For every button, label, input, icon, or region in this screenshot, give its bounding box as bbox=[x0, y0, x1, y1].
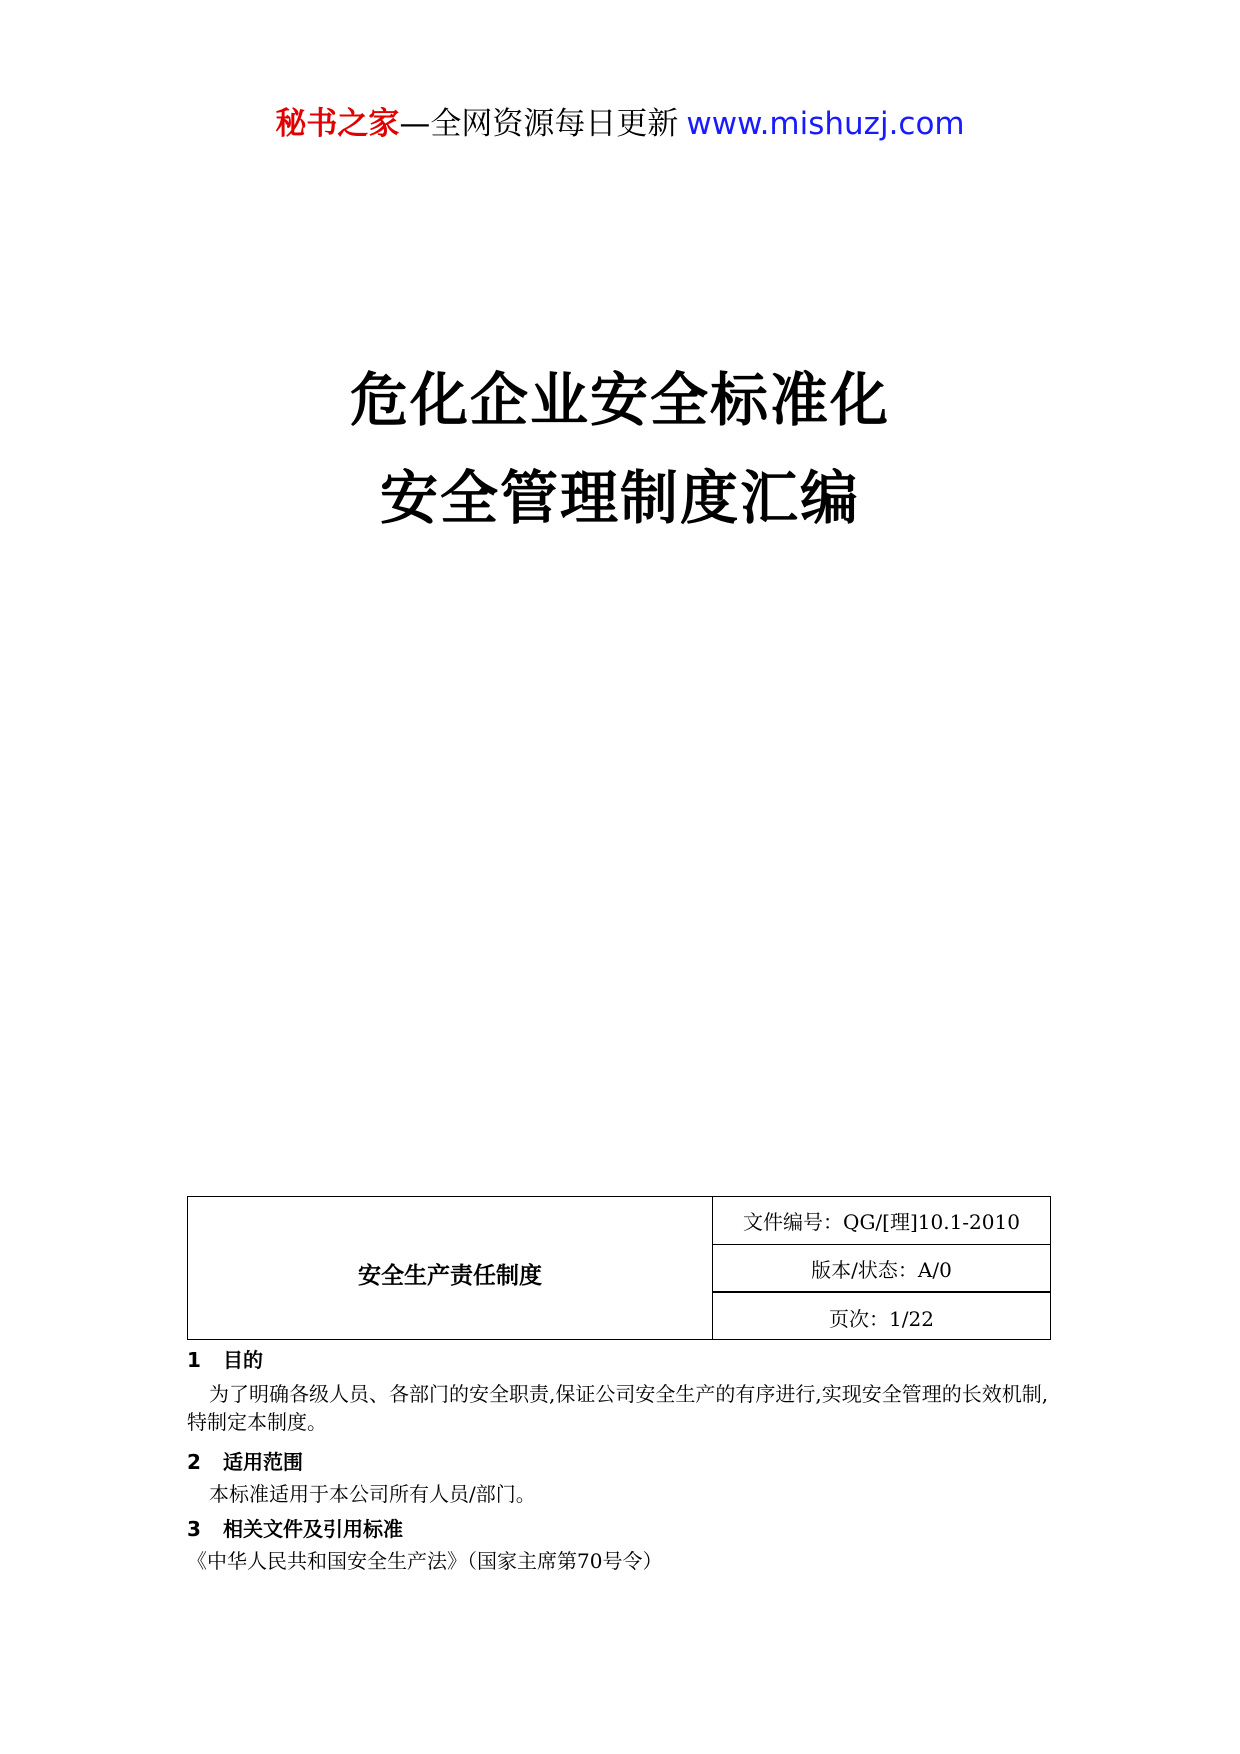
site-url-link[interactable]: www.mishuzj.com bbox=[686, 106, 965, 142]
document-info-table bbox=[187, 1196, 1051, 1340]
section-title: 相关文件及引用标准 bbox=[223, 1517, 403, 1541]
regulation-name: 安全生产责任制度 bbox=[188, 1197, 713, 1339]
section-scope bbox=[187, 1448, 1053, 1508]
section-heading bbox=[187, 1448, 1053, 1476]
brand-name: 秘书之家 bbox=[275, 106, 400, 142]
version-status: 版本/状态：A/0 bbox=[713, 1245, 1050, 1293]
document-title-line-1: 危化企业安全标准化 bbox=[349, 366, 890, 434]
section-number: 3 bbox=[187, 1517, 201, 1541]
document-meta bbox=[713, 1197, 1050, 1339]
section-text: 为了明确各级人员、各部门的安全职责,保证公司安全生产的有序进行,实现安全管理的长效机制,特制定本制度。 bbox=[187, 1382, 1049, 1434]
site-header bbox=[0, 104, 1240, 144]
section-title: 适用范围 bbox=[223, 1450, 303, 1474]
document-title-line-2: 安全管理制度汇编 bbox=[379, 464, 860, 532]
section-text: 本标准适用于本公司所有人员/部门。 bbox=[209, 1482, 536, 1506]
section-number: 1 bbox=[187, 1348, 201, 1372]
section-title: 目的 bbox=[223, 1348, 263, 1372]
section-purpose bbox=[187, 1346, 1053, 1436]
section-text: 《中华人民共和国安全生产法》（国家主席第70号令） bbox=[187, 1549, 663, 1573]
page-count: 页次：1/22 bbox=[829, 1306, 934, 1331]
section-heading bbox=[187, 1515, 1053, 1543]
section-references bbox=[187, 1515, 1053, 1575]
file-number: 文件编号：QG/[理]10.1-2010 bbox=[713, 1197, 1050, 1245]
section-number: 2 bbox=[187, 1450, 201, 1474]
section-heading bbox=[187, 1346, 1053, 1374]
header-slogan: —全网资源每日更新 bbox=[399, 106, 679, 142]
